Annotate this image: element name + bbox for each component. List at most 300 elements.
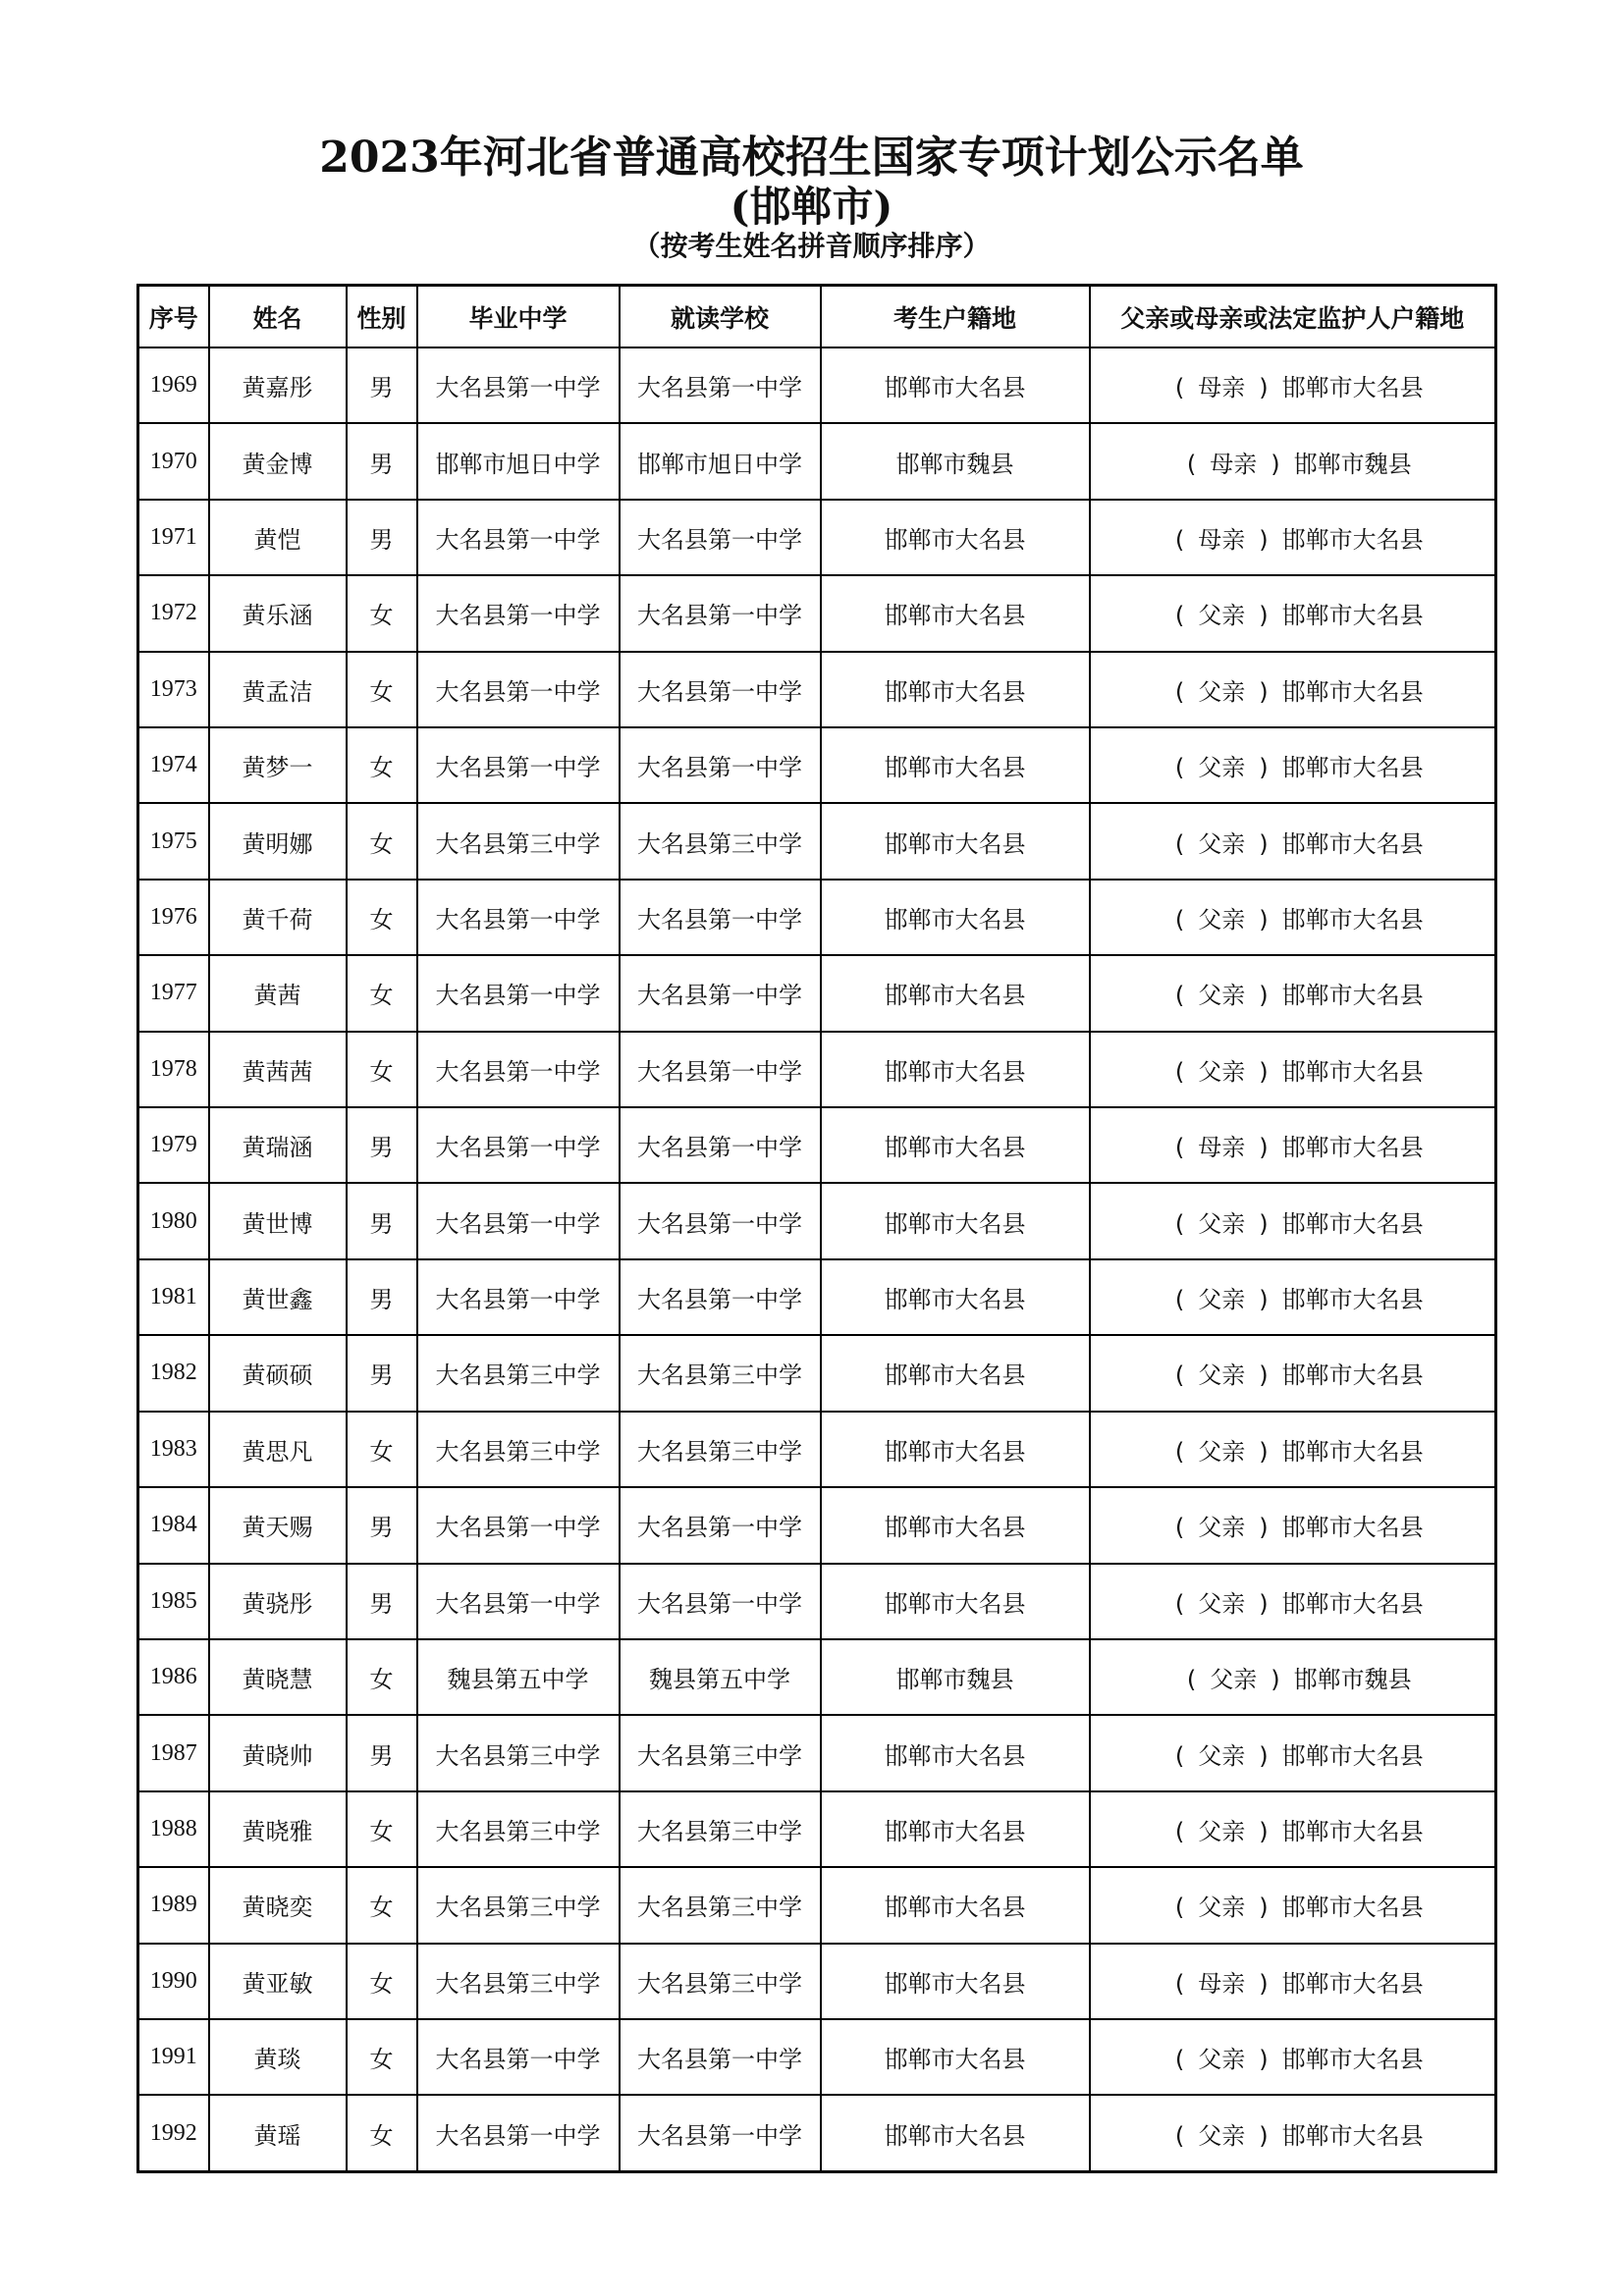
close-paren: ): [1259, 1969, 1269, 1998]
cell-no: 1986: [138, 1639, 209, 1715]
cell-hukou: 邯郸市大名县: [821, 1564, 1090, 1639]
cell-no: 1992: [138, 2095, 209, 2171]
cell-parent-hukou: [1090, 1259, 1496, 1335]
open-paren: (: [1174, 1741, 1185, 1770]
parent-hukou-value: 邯郸市大名县: [1281, 2121, 1424, 2150]
admission-list-table: [136, 284, 1497, 2173]
open-paren: (: [1174, 906, 1185, 934]
close-paren: ): [1259, 829, 1269, 858]
cell-hukou: 邯郸市大名县: [821, 1259, 1090, 1335]
parent-relation: 母亲: [1198, 1134, 1246, 1162]
cell-no: 1970: [138, 423, 209, 499]
cell-no: 1977: [138, 955, 209, 1031]
cell-sex: 女: [347, 2095, 417, 2171]
cell-name: 黄晓慧: [209, 1639, 347, 1715]
cell-current-school: 邯郸市旭日中学: [620, 423, 821, 499]
open-paren: (: [1174, 2046, 1185, 2074]
open-paren: (: [1174, 982, 1185, 1010]
cell-sex: 女: [347, 1791, 417, 1867]
cell-parent-hukou: [1090, 1107, 1496, 1183]
cell-no: 1988: [138, 1791, 209, 1867]
cell-no: 1975: [138, 803, 209, 879]
cell-name: 黄孟洁: [209, 652, 347, 727]
cell-name: 黄亚敏: [209, 1944, 347, 2019]
table-body: [138, 347, 1496, 2172]
cell-current-school: 大名县第三中学: [620, 1867, 821, 1943]
cell-parent-hukou: [1090, 1715, 1496, 1790]
close-paren: ): [1259, 1894, 1269, 1922]
parent-relation: 父亲: [1198, 2046, 1246, 2074]
table-row: [138, 1715, 1496, 1790]
cell-sex: 女: [347, 1412, 417, 1487]
cell-hukou: 邯郸市大名县: [821, 1107, 1090, 1183]
table-row: [138, 2095, 1496, 2171]
table-row: [138, 880, 1496, 955]
parent-hukou-value: 邯郸市大名县: [1281, 2046, 1424, 2074]
cell-current-school: 大名县第一中学: [620, 880, 821, 955]
cell-parent-hukou: [1090, 1564, 1496, 1639]
cell-grad-school: 大名县第一中学: [417, 1032, 620, 1107]
cell-sex: 女: [347, 1944, 417, 2019]
cell-current-school: 魏县第五中学: [620, 1639, 821, 1715]
cell-parent-hukou: [1090, 803, 1496, 879]
close-paren: ): [1259, 2121, 1269, 2150]
parent-hukou-value: 邯郸市大名县: [1281, 526, 1424, 555]
open-paren: (: [1174, 526, 1185, 555]
parent-hukou-value: 邯郸市大名县: [1281, 829, 1424, 858]
open-paren: (: [1174, 1209, 1185, 1238]
parent-hukou-value: 邯郸市大名县: [1281, 1514, 1424, 1542]
cell-grad-school: 大名县第三中学: [417, 1944, 620, 2019]
cell-grad-school: 大名县第一中学: [417, 1107, 620, 1183]
cell-sex: 女: [347, 1032, 417, 1107]
cell-grad-school: 大名县第三中学: [417, 1335, 620, 1411]
cell-current-school: 大名县第三中学: [620, 1944, 821, 2019]
cell-name: 黄恺: [209, 500, 347, 575]
open-paren: (: [1174, 1134, 1185, 1162]
cell-grad-school: 大名县第一中学: [417, 1564, 620, 1639]
open-paren: (: [1174, 1514, 1185, 1542]
cell-parent-hukou: [1090, 1944, 1496, 2019]
cell-name: 黄乐涵: [209, 575, 347, 651]
cell-current-school: 大名县第一中学: [620, 1564, 821, 1639]
cell-name: 黄世鑫: [209, 1259, 347, 1335]
close-paren: ): [1259, 2046, 1269, 2074]
cell-hukou: 邯郸市大名县: [821, 1791, 1090, 1867]
cell-hukou: 邯郸市大名县: [821, 2095, 1090, 2171]
cell-sex: 女: [347, 880, 417, 955]
open-paren: (: [1174, 1817, 1185, 1845]
close-paren: ): [1259, 1437, 1269, 1466]
open-paren: (: [1174, 2121, 1185, 2150]
cell-no: 1971: [138, 500, 209, 575]
parent-hukou-value: 邯郸市魏县: [1293, 1666, 1412, 1694]
cell-no: 1990: [138, 1944, 209, 2019]
cell-name: 黄金博: [209, 423, 347, 499]
cell-name: 黄晓帅: [209, 1715, 347, 1790]
parent-relation: 父亲: [1198, 1741, 1246, 1770]
close-paren: ): [1259, 602, 1269, 630]
cell-grad-school: 大名县第一中学: [417, 652, 620, 727]
cell-parent-hukou: [1090, 347, 1496, 423]
parent-hukou-value: 邯郸市大名县: [1281, 1209, 1424, 1238]
cell-sex: 女: [347, 727, 417, 803]
cell-no: 1989: [138, 1867, 209, 1943]
cell-grad-school: 大名县第一中学: [417, 955, 620, 1031]
parent-relation: 父亲: [1198, 1589, 1246, 1618]
parent-relation: 父亲: [1198, 1514, 1246, 1542]
cell-hukou: 邯郸市大名县: [821, 880, 1090, 955]
page-title: 2023年河北省普通高校招生国家专项计划公示名单: [319, 133, 1304, 183]
cell-parent-hukou: [1090, 1791, 1496, 1867]
cell-hukou: 邯郸市大名县: [821, 1487, 1090, 1563]
open-paren: (: [1174, 829, 1185, 858]
header-sex: 性别: [347, 286, 417, 348]
parent-relation: 父亲: [1210, 1666, 1258, 1694]
cell-parent-hukou: [1090, 1867, 1496, 1943]
table-row: [138, 1259, 1496, 1335]
close-paren: ): [1259, 1362, 1269, 1390]
parent-hukou-value: 邯郸市大名县: [1281, 982, 1424, 1010]
cell-current-school: 大名县第一中学: [620, 727, 821, 803]
parent-relation: 父亲: [1198, 1209, 1246, 1238]
table-row: [138, 347, 1496, 423]
cell-parent-hukou: [1090, 2019, 1496, 2095]
cell-current-school: 大名县第一中学: [620, 2019, 821, 2095]
parent-relation: 父亲: [1198, 1817, 1246, 1845]
close-paren: ): [1259, 1134, 1269, 1162]
cell-current-school: 大名县第三中学: [620, 1412, 821, 1487]
cell-parent-hukou: [1090, 1183, 1496, 1258]
cell-no: 1980: [138, 1183, 209, 1258]
cell-hukou: 邯郸市大名县: [821, 803, 1090, 879]
close-paren: ): [1259, 1057, 1269, 1086]
open-paren: (: [1174, 1437, 1185, 1466]
cell-sex: 男: [347, 1259, 417, 1335]
cell-grad-school: 大名县第一中学: [417, 500, 620, 575]
parent-relation: 父亲: [1198, 1894, 1246, 1922]
cell-no: 1979: [138, 1107, 209, 1183]
table-row: [138, 1564, 1496, 1639]
cell-sex: 男: [347, 1564, 417, 1639]
parent-hukou-value: 邯郸市大名县: [1281, 1437, 1424, 1466]
parent-relation: 母亲: [1198, 374, 1246, 402]
cell-name: 黄硕硕: [209, 1335, 347, 1411]
cell-sex: 女: [347, 803, 417, 879]
cell-name: 黄瑞涵: [209, 1107, 347, 1183]
open-paren: (: [1174, 677, 1185, 706]
cell-current-school: 大名县第一中学: [620, 1107, 821, 1183]
page-subtitle-city: (邯郸市): [730, 183, 893, 231]
parent-hukou-value: 邯郸市大名县: [1281, 374, 1424, 402]
header-hukou: 考生户籍地: [821, 286, 1090, 348]
cell-hukou: 邯郸市大名县: [821, 652, 1090, 727]
parent-relation: 父亲: [1198, 602, 1246, 630]
cell-hukou: 邯郸市魏县: [821, 1639, 1090, 1715]
cell-no: 1987: [138, 1715, 209, 1790]
parent-relation: 母亲: [1198, 526, 1246, 555]
cell-name: 黄晓雅: [209, 1791, 347, 1867]
cell-sex: 女: [347, 575, 417, 651]
cell-sex: 男: [347, 347, 417, 423]
cell-hukou: 邯郸市大名县: [821, 1715, 1090, 1790]
cell-name: 黄骁彤: [209, 1564, 347, 1639]
parent-hukou-value: 邯郸市大名县: [1281, 1741, 1424, 1770]
parent-relation: 父亲: [1198, 2121, 1246, 2150]
cell-no: 1991: [138, 2019, 209, 2095]
cell-sex: 女: [347, 1639, 417, 1715]
cell-hukou: 邯郸市大名县: [821, 955, 1090, 1031]
header-grad-school: 毕业中学: [417, 286, 620, 348]
cell-grad-school: 大名县第三中学: [417, 1867, 620, 1943]
cell-no: 1981: [138, 1259, 209, 1335]
cell-parent-hukou: [1090, 575, 1496, 651]
cell-name: 黄梦一: [209, 727, 347, 803]
parent-hukou-value: 邯郸市大名县: [1281, 754, 1424, 782]
cell-hukou: 邯郸市大名县: [821, 347, 1090, 423]
cell-hukou: 邯郸市大名县: [821, 500, 1090, 575]
cell-grad-school: 大名县第一中学: [417, 347, 620, 423]
table-row: [138, 1335, 1496, 1411]
parent-hukou-value: 邯郸市大名县: [1281, 1286, 1424, 1314]
cell-no: 1973: [138, 652, 209, 727]
parent-hukou-value: 邯郸市大名县: [1281, 906, 1424, 934]
header-current-school: 就读学校: [620, 286, 821, 348]
open-paren: (: [1174, 1894, 1185, 1922]
table-row: [138, 500, 1496, 575]
table-row: [138, 1412, 1496, 1487]
cell-current-school: 大名县第一中学: [620, 1183, 821, 1258]
cell-parent-hukou: [1090, 1335, 1496, 1411]
open-paren: (: [1174, 374, 1185, 402]
open-paren: (: [1186, 450, 1197, 478]
cell-name: 黄琰: [209, 2019, 347, 2095]
parent-relation: 父亲: [1198, 754, 1246, 782]
cell-grad-school: 大名县第一中学: [417, 1487, 620, 1563]
table-row: [138, 1867, 1496, 1943]
cell-hukou: 邯郸市大名县: [821, 2019, 1090, 2095]
close-paren: ): [1259, 982, 1269, 1010]
cell-name: 黄天赐: [209, 1487, 347, 1563]
cell-sex: 男: [347, 1183, 417, 1258]
cell-name: 黄茜茜: [209, 1032, 347, 1107]
cell-sex: 男: [347, 500, 417, 575]
table-row: [138, 2019, 1496, 2095]
cell-sex: 女: [347, 955, 417, 1031]
cell-no: 1983: [138, 1412, 209, 1487]
cell-current-school: 大名县第一中学: [620, 347, 821, 423]
cell-hukou: 邯郸市大名县: [821, 1412, 1090, 1487]
cell-hukou: 邯郸市大名县: [821, 575, 1090, 651]
cell-current-school: 大名县第一中学: [620, 500, 821, 575]
cell-grad-school: 大名县第一中学: [417, 1183, 620, 1258]
cell-name: 黄瑶: [209, 2095, 347, 2171]
cell-hukou: 邯郸市大名县: [821, 1335, 1090, 1411]
parent-hukou-value: 邯郸市大名县: [1281, 1362, 1424, 1390]
cell-sex: 女: [347, 2019, 417, 2095]
cell-parent-hukou: [1090, 880, 1496, 955]
parent-relation: 母亲: [1198, 1969, 1246, 1998]
cell-no: 1982: [138, 1335, 209, 1411]
cell-sex: 女: [347, 1867, 417, 1943]
cell-no: 1984: [138, 1487, 209, 1563]
parent-relation: 母亲: [1210, 450, 1258, 478]
cell-current-school: 大名县第一中学: [620, 955, 821, 1031]
cell-name: 黄明娜: [209, 803, 347, 879]
cell-parent-hukou: [1090, 1032, 1496, 1107]
cell-grad-school: 大名县第一中学: [417, 727, 620, 803]
cell-no: 1976: [138, 880, 209, 955]
cell-current-school: 大名县第三中学: [620, 1335, 821, 1411]
cell-current-school: 大名县第一中学: [620, 1487, 821, 1563]
cell-hukou: 邯郸市大名县: [821, 1183, 1090, 1258]
parent-relation: 父亲: [1198, 982, 1246, 1010]
open-paren: (: [1174, 602, 1185, 630]
cell-hukou: 邯郸市魏县: [821, 423, 1090, 499]
cell-grad-school: 大名县第三中学: [417, 803, 620, 879]
open-paren: (: [1186, 1666, 1197, 1694]
close-paren: ): [1271, 450, 1280, 478]
cell-grad-school: 大名县第一中学: [417, 1259, 620, 1335]
close-paren: ): [1259, 677, 1269, 706]
close-paren: ): [1259, 1209, 1269, 1238]
cell-current-school: 大名县第三中学: [620, 1715, 821, 1790]
cell-grad-school: 大名县第三中学: [417, 1791, 620, 1867]
cell-sex: 男: [347, 1715, 417, 1790]
cell-grad-school: 大名县第一中学: [417, 575, 620, 651]
cell-no: 1978: [138, 1032, 209, 1107]
cell-no: 1974: [138, 727, 209, 803]
cell-grad-school: 大名县第三中学: [417, 1715, 620, 1790]
cell-name: 黄茜: [209, 955, 347, 1031]
close-paren: ): [1259, 526, 1269, 555]
cell-parent-hukou: [1090, 955, 1496, 1031]
open-paren: (: [1174, 1589, 1185, 1618]
cell-current-school: 大名县第一中学: [620, 2095, 821, 2171]
cell-current-school: 大名县第三中学: [620, 1791, 821, 1867]
cell-grad-school: 大名县第一中学: [417, 2019, 620, 2095]
parent-hukou-value: 邯郸市大名县: [1281, 1589, 1424, 1618]
table-row: [138, 1639, 1496, 1715]
sort-note: （按考生姓名拼音顺序排序）: [632, 230, 991, 262]
parent-hukou-value: 邯郸市大名县: [1281, 1057, 1424, 1086]
cell-hukou: 邯郸市大名县: [821, 727, 1090, 803]
table-row: [138, 1183, 1496, 1258]
cell-name: 黄世博: [209, 1183, 347, 1258]
close-paren: ): [1259, 1741, 1269, 1770]
cell-no: 1972: [138, 575, 209, 651]
cell-name: 黄千荷: [209, 880, 347, 955]
cell-parent-hukou: [1090, 652, 1496, 727]
cell-sex: 男: [347, 1335, 417, 1411]
parent-relation: 父亲: [1198, 1362, 1246, 1390]
cell-name: 黄晓奕: [209, 1867, 347, 1943]
cell-sex: 男: [347, 423, 417, 499]
cell-no: 1969: [138, 347, 209, 423]
cell-hukou: 邯郸市大名县: [821, 1944, 1090, 2019]
table-row: [138, 1791, 1496, 1867]
cell-current-school: 大名县第一中学: [620, 1259, 821, 1335]
table-row: [138, 1487, 1496, 1563]
cell-parent-hukou: [1090, 1487, 1496, 1563]
close-paren: ): [1259, 1589, 1269, 1618]
close-paren: ): [1259, 754, 1269, 782]
cell-parent-hukou: [1090, 1639, 1496, 1715]
cell-name: 黄嘉彤: [209, 347, 347, 423]
open-paren: (: [1174, 1057, 1185, 1086]
cell-grad-school: 大名县第一中学: [417, 2095, 620, 2171]
open-paren: (: [1174, 1969, 1185, 1998]
table-row: [138, 955, 1496, 1031]
cell-grad-school: 魏县第五中学: [417, 1639, 620, 1715]
open-paren: (: [1174, 1286, 1185, 1314]
cell-no: 1985: [138, 1564, 209, 1639]
parent-relation: 父亲: [1198, 1437, 1246, 1466]
cell-grad-school: 大名县第一中学: [417, 880, 620, 955]
cell-parent-hukou: [1090, 1412, 1496, 1487]
parent-hukou-value: 邯郸市大名县: [1281, 1817, 1424, 1845]
table-row: [138, 1944, 1496, 2019]
parent-relation: 父亲: [1198, 829, 1246, 858]
cell-parent-hukou: [1090, 2095, 1496, 2171]
cell-parent-hukou: [1090, 423, 1496, 499]
table-row: [138, 1032, 1496, 1107]
open-paren: (: [1174, 1362, 1185, 1390]
cell-parent-hukou: [1090, 500, 1496, 575]
close-paren: ): [1259, 374, 1269, 402]
cell-sex: 男: [347, 1107, 417, 1183]
parent-relation: 父亲: [1198, 677, 1246, 706]
table-row: [138, 423, 1496, 499]
header-parent-hukou: 父亲或母亲或法定监护人户籍地: [1090, 286, 1496, 348]
table-row: [138, 1107, 1496, 1183]
open-paren: (: [1174, 754, 1185, 782]
parent-relation: 父亲: [1198, 906, 1246, 934]
cell-current-school: 大名县第一中学: [620, 652, 821, 727]
close-paren: ): [1259, 1514, 1269, 1542]
parent-relation: 父亲: [1198, 1286, 1246, 1314]
close-paren: ): [1259, 1817, 1269, 1845]
table-row: [138, 575, 1496, 651]
parent-relation: 父亲: [1198, 1057, 1246, 1086]
close-paren: ): [1271, 1666, 1280, 1694]
cell-sex: 女: [347, 652, 417, 727]
close-paren: ): [1259, 1286, 1269, 1314]
cell-current-school: 大名县第三中学: [620, 803, 821, 879]
parent-hukou-value: 邯郸市大名县: [1281, 1969, 1424, 1998]
table-row: [138, 803, 1496, 879]
cell-sex: 男: [347, 1487, 417, 1563]
parent-hukou-value: 邯郸市魏县: [1293, 450, 1412, 478]
cell-current-school: 大名县第一中学: [620, 575, 821, 651]
cell-parent-hukou: [1090, 727, 1496, 803]
cell-hukou: 邯郸市大名县: [821, 1032, 1090, 1107]
header-no: 序号: [138, 286, 209, 348]
table-header-row: [138, 286, 1496, 348]
cell-grad-school: 邯郸市旭日中学: [417, 423, 620, 499]
cell-hukou: 邯郸市大名县: [821, 1867, 1090, 1943]
cell-current-school: 大名县第一中学: [620, 1032, 821, 1107]
header-name: 姓名: [209, 286, 347, 348]
close-paren: ): [1259, 906, 1269, 934]
parent-hukou-value: 邯郸市大名县: [1281, 1894, 1424, 1922]
parent-hukou-value: 邯郸市大名县: [1281, 602, 1424, 630]
parent-hukou-value: 邯郸市大名县: [1281, 677, 1424, 706]
cell-name: 黄思凡: [209, 1412, 347, 1487]
parent-hukou-value: 邯郸市大名县: [1281, 1134, 1424, 1162]
table-row: [138, 727, 1496, 803]
cell-grad-school: 大名县第三中学: [417, 1412, 620, 1487]
